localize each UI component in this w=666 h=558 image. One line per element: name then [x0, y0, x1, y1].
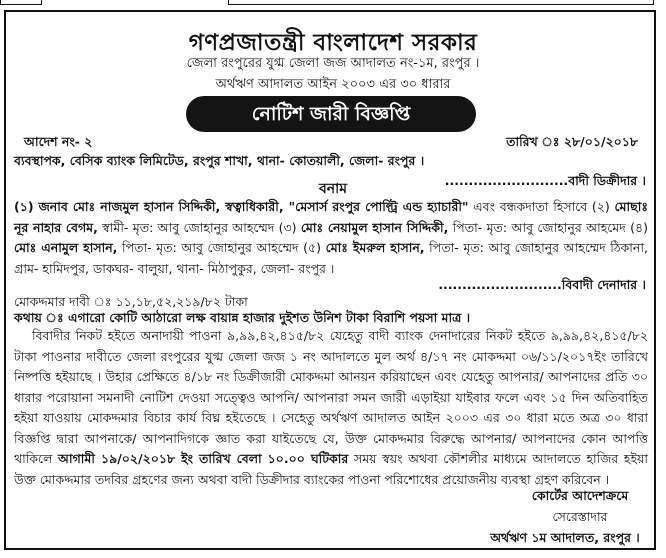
notice-date: তারিখ ঃ ২৮/০১/২০১৮ — [506, 134, 638, 149]
claim-in-words: কথায় ঃ এগারো কোটি আঠারো লক্ষ বায়ান্ন হাজার দুইশত উনিশ টাকা বিরাশি পয়সা মাত্র । — [14, 310, 471, 325]
defendant-4-rest: পিতা- মৃত: আবু জোহানুর আহম্মেদ (৫) — [117, 240, 326, 255]
notice-body-part2: সময় স্বয়ং অথবা কৌশলীর মাধ্যমে আদালতে হাজির হইয়া উক্ত মোকদ্দমার তদবির গ্রহণের জন্য অথবা বাদী ডিক্রীদার ব্যাংকের পাওনা পরিশোধের প্রয়োজনীয় ব্যবস্থা গ্রহণ করিবেন । — [14, 451, 648, 487]
court-name: জেলা রংপুরের যুগ্ম জেলা জজ আদালত নং-১ম, রংপুর । — [186, 56, 480, 71]
notice-title-banner: নোটিশ জারী বিজ্ঞপ্তি — [186, 96, 476, 132]
defendant-3: মোঃ নেয়ামুল হাসান সিদ্দিকী, — [300, 219, 449, 235]
signature-clerk: সেরেস্তাদার — [552, 509, 608, 524]
defendant-2-rest: স্বামী- মৃত: আবু জোহানুর আহম্মেদ (৩) — [97, 219, 301, 235]
defendant-5-rest: পিতা- মৃত: আবু জোহানুর আহম্মেদ ঠিকানা, গ্রাম- হামিদপুর, ডাকঘর- বালুয়া, থানা- মিঠাপুকুর, জেলা- রংপুর । — [14, 240, 648, 276]
defendants-paragraph — [14, 197, 648, 279]
defendant-5: মোঃ ইমরুল হাসান, — [325, 240, 425, 255]
order-number: আদেশ নং- ২ — [24, 134, 93, 149]
plaintiff-role: ..........................বাদী ডিক্রীদার । — [444, 173, 646, 188]
law-reference: অর্থঋণ আদালত আইন ২০০৩ এর ৩০ ধারার — [215, 77, 451, 92]
versus-heading: বনাম — [319, 181, 347, 197]
defendant-3-rest: পিতা- মৃত: আবু জোহানুর আহমেদ (৪) — [448, 219, 648, 235]
notice-body-part1: বিবাদীর নিকট হইতে অনাদায়ী পাওনা ৯,৯৯,৪২,৪১৫/৮২ যেহেতু বাদী ব্যাংক দেনাদারের নিকট হইতে ৯,৯৯,৪২,৪১৫/৮২ টাকা পাওনার দাবীতে জেলা রংপুরের যুগ্ম জেলা জজ ১ নং আদালতে মুল অর্থ ৪/১৭ নং মোকদ্দমা ০৬/১১/২০১৭ইং তারিখে নিষ্পত্তি হইয়াছে । উহার প্রেক্ষিতে ৪/১৮ নং ডিক্রীজারী মোকদ্দমা আনয়ন করিয়াছেন এবং যেহেতু আপনার/ আপনাদের প্রতি ৩০ ধারার পরোয়ানা সমনাদী নোটিশ দেওয়া সত্ত্বেও আপনি/ আপনারা সমন জারী এড়াইয়া যাইবার ফলে এবং ১৫ দিন অতিবাহিত হইয়া যাওয়ায় মোকদ্দমার বিচার কার্য বিঘ্ন হইতেছে । সেহেতু অর্থঋণ আদালত আইন ২০০৩ এর ৩০ ধারা মতে অত্র ৩০ ধারা বিজ্ঞপ্তি দ্বারা আপনাকে/ আপনাদিগকে জ্ঞাত করা যাইতেছে যে, উক্ত মোকদ্দমার বিরুদ্ধে আপনার/ আপনাদের কোন আপত্তি থাকিলে — [14, 328, 648, 466]
signature-by-order: কোর্টের আদেশক্রমে — [531, 488, 629, 503]
claim-amount: মোকদ্দমার দাবী ঃ ১১,১৮,৫২,২১৯/৮২ টাকা — [14, 294, 248, 309]
defendant-1: (১) জনাব মোঃ নাজমুল হাসান সিদ্দিকী, স্বত্বাধিকারী, "মেসার্স রংপুর পোল্ট্রি এন্ড হ্যাচারী" — [14, 199, 469, 214]
plaintiff-details: ব্যবস্থাপক, বেসিক ব্যাংক লিমিটেড, রংপুর শাখা, থানা- কোতয়ালী, জেলা- রংপুর । — [14, 153, 425, 168]
defendant-2: মোছাঃ নূর নাহার বেগম, — [14, 199, 648, 235]
defendant-role: ..........................বিবাদী দেনাদার । — [438, 277, 646, 292]
top-cut-box-right — [228, 0, 654, 5]
top-cut-box-left — [0, 0, 42, 5]
defendant-4: মোঃ এনামুল হাসান, — [14, 240, 118, 255]
government-title: গণপ্রজাতন্ত্রী বাংলাদেশ সরকার — [188, 30, 478, 56]
signature-court: অর্থঋণ ১ম আদালত, রংপুর । — [490, 530, 640, 545]
top-cut-strip — [0, 0, 666, 10]
notice-body — [14, 326, 648, 490]
defendant-1-rest: এবং বন্ধকদাতা হিসাবে (২) — [468, 199, 615, 214]
hearing-deadline: আগামী ১৯/০২/২০১৮ ইং তারিখ বেলা ১০.০০ ঘটিকার — [58, 451, 349, 466]
